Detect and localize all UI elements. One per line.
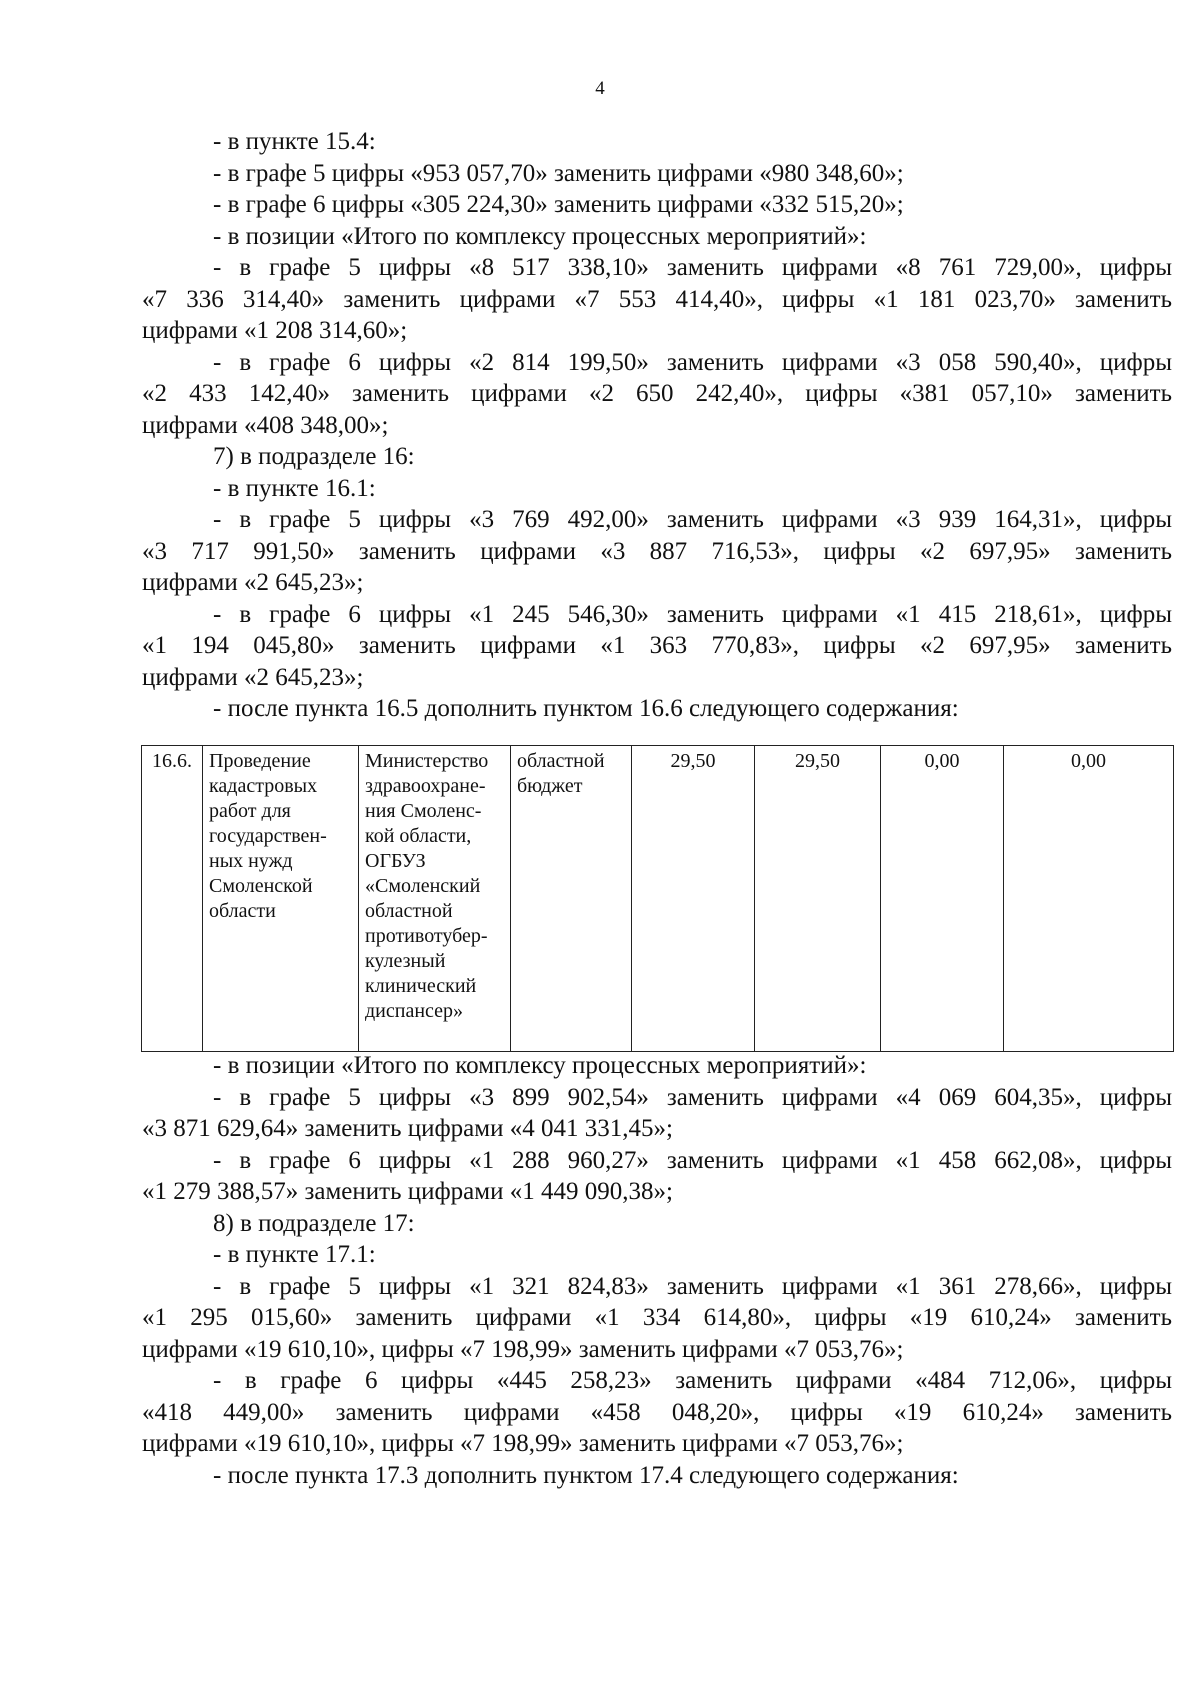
text-line: «3 871 629,64» заменить цифрами «4 041 331,45»; [142,1115,673,1142]
text-line: - в графе 6 цифры «2 814 199,50» заменить цифрами «3 058 590,40», цифры [213,348,1172,376]
text-line: - в позиции «Итого по комплексу процессных мероприятий»: [213,222,867,250]
text-line: цифрами «408 348,00»; [142,411,389,439]
text-line: «1 194 045,80» заменить цифрами «1 363 770,83», цифры «2 697,95» заменить [142,632,1172,659]
text-line: - в пункте 15.4: [213,128,376,155]
amendment-text-bottom [142,1050,1172,1491]
table-row [142,746,1174,1052]
item-name-cell: Проведение кадастровых работ для государствен-ных нужд Смоленской области [203,746,359,1052]
text-line: «2 433 142,40» заменить цифрами «2 650 242,40», цифры «381 057,10» заменить [142,380,1172,407]
executor-cell: Министерство здравоохране-ния Смоленс-кой области, ОГБУЗ «Смоленский областной противотубер-кулезный клинический диспансер» [359,746,511,1052]
funding-source-cell: областной бюджет [511,746,632,1052]
text-line: - в графе 5 цифры «1 321 824,83» заменить цифрами «1 361 278,66», цифры [213,1272,1172,1300]
text-line: цифрами «2 645,23»; [142,663,364,691]
text-line: «1 279 388,57» заменить цифрами «1 449 090,38»; [142,1178,673,1205]
text-line: «418 449,00» заменить цифрами «458 048,20», цифры «19 610,24» заменить [142,1398,1172,1426]
text-line: - в графе 6 цифры «445 258,23» заменить цифрами «484 712,06», цифры [213,1367,1172,1394]
text-line: - в графе 5 цифры «8 517 338,10» заменить цифрами «8 761 729,00», цифры [213,254,1172,281]
text-line: цифрами «19 610,10», цифры «7 198,99» заменить цифрами «7 053,76»; [142,1430,904,1457]
text-line: - в графе 6 цифры «1 288 960,27» заменить цифрами «1 458 662,08», цифры [213,1146,1172,1174]
text-line: - в графе 5 цифры «3 769 492,00» заменить цифрами «3 939 164,31», цифры [213,506,1172,533]
value-cell-total: 29,50 [632,746,755,1052]
text-line: - в графе 5 цифры «3 899 902,54» заменить цифрами «4 069 604,35», цифры [213,1083,1172,1111]
text-line: - в пункте 16.1: [213,474,376,502]
text-line: цифрами «2 645,23»; [142,569,364,596]
text-line: «1 295 015,60» заменить цифрами «1 334 614,80», цифры «19 610,24» заменить [142,1304,1172,1331]
item-number-cell: 16.6. [142,746,203,1052]
text-line: - после пункта 17.3 дополнить пунктом 17.4 следующего содержания: [213,1461,959,1489]
value-cell-year-3: 0,00 [1004,746,1174,1052]
text-line: цифрами «19 610,10», цифры «7 198,99» заменить цифрами «7 053,76»; [142,1335,904,1363]
text-line: - в графе 6 цифры «1 245 546,30» заменить цифрами «1 415 218,61», цифры [213,600,1172,628]
text-line: - в пункте 17.1: [213,1241,376,1268]
text-line: 7) в подразделе 16: [213,443,415,470]
value-cell-year-1: 29,50 [755,746,881,1052]
text-line: - в графе 5 цифры «953 057,70» заменить цифрами «980 348,60»; [213,159,904,187]
page-number: 4 [595,78,605,99]
text-line: - после пункта 16.5 дополнить пунктом 16.6 следующего содержания: [213,695,959,722]
text-line: «3 717 991,50» заменить цифрами «3 887 716,53», цифры «2 697,95» заменить [142,537,1172,565]
value-cell-year-2: 0,00 [881,746,1004,1052]
text-line: 8) в подразделе 17: [213,1209,415,1237]
amendment-text-top [142,126,1172,725]
inserted-item-table [141,745,1174,1052]
text-line: цифрами «1 208 314,60»; [142,317,408,344]
text-line: - в позиции «Итого по комплексу процессных мероприятий»: [213,1052,867,1079]
text-line: - в графе 6 цифры «305 224,30» заменить цифрами «332 515,20»; [213,191,904,218]
text-line: «7 336 314,40» заменить цифрами «7 553 414,40», цифры «1 181 023,70» заменить [142,285,1172,313]
